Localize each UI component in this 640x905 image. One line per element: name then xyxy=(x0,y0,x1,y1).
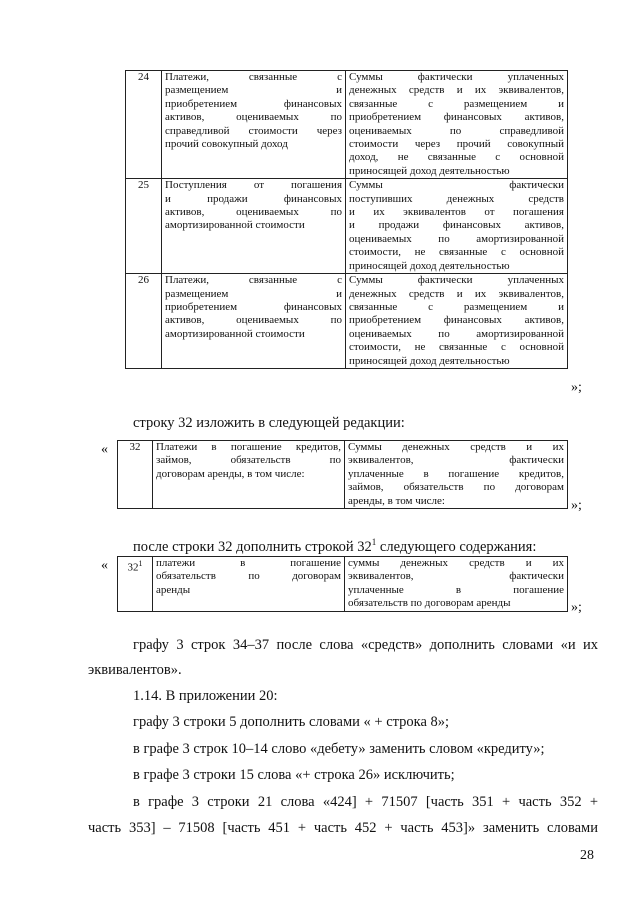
cell-line: аренды xyxy=(156,583,191,596)
paragraph-1-line-2: эквивалентов». xyxy=(88,662,182,678)
cell-line: приносящей доход деятельностью xyxy=(349,259,510,272)
cell-line: обязательств по договорам аренды xyxy=(348,597,511,610)
cell-line: Суммы фактически уплаченных xyxy=(349,274,564,287)
table-row xyxy=(126,274,568,369)
table-row32-open: « xyxy=(101,442,108,457)
cell-line: приобретением финансовых активов, xyxy=(349,314,564,327)
table-row xyxy=(126,71,568,179)
cell-line: приобретением финансовых xyxy=(165,97,342,110)
cell-line: амортизированной стоимости xyxy=(165,219,305,232)
paragraph-2: 1.14. В приложении 20: xyxy=(133,688,278,704)
cell-line: размещением и xyxy=(165,287,342,300)
cell-line: аренды, в том числе: xyxy=(348,494,445,507)
cell-line: Платежи, связанные с xyxy=(165,274,342,287)
cell-line: и продажи финансовых xyxy=(165,192,342,205)
cell-line: прочий совокупный доход xyxy=(165,138,288,151)
cell-line: размещением и xyxy=(165,84,342,97)
row-number: 24 xyxy=(126,71,162,179)
cell-line: денежных средств и их эквивалентов, xyxy=(349,84,564,97)
cell-line: уплаченные в погашение xyxy=(348,583,564,596)
cell-line: приносящей доход деятельностью xyxy=(349,354,510,367)
table-row xyxy=(126,179,568,274)
cell-line: Платежи в погашение кредитов, xyxy=(156,441,341,453)
para-row321-tail: следующего содержания: xyxy=(376,538,537,555)
cell-line: эквивалентов, фактически xyxy=(348,570,564,583)
table-row321-closing: »; xyxy=(571,600,582,615)
cell-line: приобретением финансовых активов, xyxy=(349,111,564,124)
row32-left xyxy=(153,441,345,509)
paragraph-6-line-1: в графе 3 строки 21 слова «424] + 71507 [часть 351 + часть 352 + xyxy=(133,794,598,810)
row-number: 26 xyxy=(126,274,162,369)
para-row321-sup: 1 xyxy=(371,537,377,547)
cell-line: связанные с размещением и xyxy=(349,300,564,313)
cell-line: Поступления от погашения xyxy=(165,179,342,192)
cell-line: активов, оцениваемых по xyxy=(165,111,342,124)
table-main-closing: »; xyxy=(571,380,582,395)
row-number: 25 xyxy=(126,179,162,274)
paragraph-5: в графе 3 строки 15 слова «+ строка 26» исключить; xyxy=(133,767,455,783)
cell-line: оцениваемых по справедливой xyxy=(349,124,564,137)
cell-line: займов, обязательств по договорам xyxy=(348,481,564,494)
table-row xyxy=(118,557,568,612)
paragraph-1-line-1: графу 3 строк 34–37 после слова «средств» дополнить словами «и их xyxy=(133,637,598,653)
cell-line: уплаченные в погашение кредитов, xyxy=(348,467,564,480)
cell-line: стоимости, не связанные с основной xyxy=(349,246,564,259)
row32-num: 32 xyxy=(118,441,153,509)
cell-line: доход, не связанные с основной xyxy=(349,151,564,164)
table-row321 xyxy=(117,556,568,612)
cell-line: амортизированной стоимости xyxy=(165,327,305,340)
table-row32-closing: »; xyxy=(571,498,582,513)
cell-line: Суммы фактически уплаченных xyxy=(349,71,564,83)
row-right-cell xyxy=(346,71,568,179)
cell-line: обязательств по договорам xyxy=(156,570,341,583)
cell-line: денежных средств и их эквивалентов, xyxy=(349,287,564,300)
row321-right xyxy=(345,557,568,612)
cell-line: платежи в погашение xyxy=(156,557,341,569)
table-row32 xyxy=(117,440,568,509)
cell-line: стоимости, не связанные с основной xyxy=(349,341,564,354)
cell-line: Платежи, связанные с xyxy=(165,71,342,83)
row32-right xyxy=(345,441,568,509)
para-row321-text: после строки 32 дополнить строкой 32 xyxy=(133,538,372,555)
cell-line: оцениваемых по амортизированной xyxy=(349,327,564,340)
cell-line: активов, оцениваемых по xyxy=(165,206,342,219)
cell-line: активов, оцениваемых по xyxy=(165,314,342,327)
para-row321-intro xyxy=(133,533,536,556)
cell-line: стоимости через прочий совокупный xyxy=(349,138,564,151)
row-right-cell xyxy=(346,274,568,369)
cell-line: суммы денежных средств и их xyxy=(348,557,564,569)
cell-line: Суммы фактически xyxy=(349,179,564,192)
page-number: 28 xyxy=(580,848,594,863)
row-left-cell xyxy=(162,274,346,369)
cell-line: поступивших денежных средств xyxy=(349,192,564,205)
paragraph-4: в графе 3 строк 10–14 слово «дебету» заменить словом «кредиту»; xyxy=(133,741,545,757)
cell-line: и их эквивалентов от погашения xyxy=(349,206,564,219)
cell-line: эквивалентов, фактически xyxy=(348,454,564,467)
table-row321-open: « xyxy=(101,558,108,573)
paragraph-6-line-2: часть 353] – 71508 [часть 451 + часть 452 + часть 453]» заменить словами xyxy=(88,820,598,836)
row-left-cell xyxy=(162,179,346,274)
cell-line: связанные с размещением и xyxy=(349,97,564,110)
cell-line: договорам аренды, в том числе: xyxy=(156,467,305,480)
cell-line: Суммы денежных средств и их xyxy=(348,441,564,453)
para-row32-intro: строку 32 изложить в следующей редакции: xyxy=(133,415,405,431)
row-left-cell xyxy=(162,71,346,179)
cell-line: оцениваемых по амортизированной xyxy=(349,232,564,245)
cell-line: и продажи финансовых активов, xyxy=(349,219,564,232)
cell-line: приобретением финансовых xyxy=(165,300,342,313)
table-row xyxy=(118,441,568,509)
cell-line: займов, обязательств по xyxy=(156,454,341,467)
cell-line: справедливой стоимости через xyxy=(165,124,342,137)
cell-line: приносящей доход деятельностью xyxy=(349,164,510,177)
row321-num: $32^1$ xyxy=(118,557,153,612)
table-main xyxy=(125,70,568,369)
paragraph-3: графу 3 строки 5 дополнить словами « + строка 8»; xyxy=(133,714,450,730)
row321-left xyxy=(153,557,345,612)
row-right-cell xyxy=(346,179,568,274)
